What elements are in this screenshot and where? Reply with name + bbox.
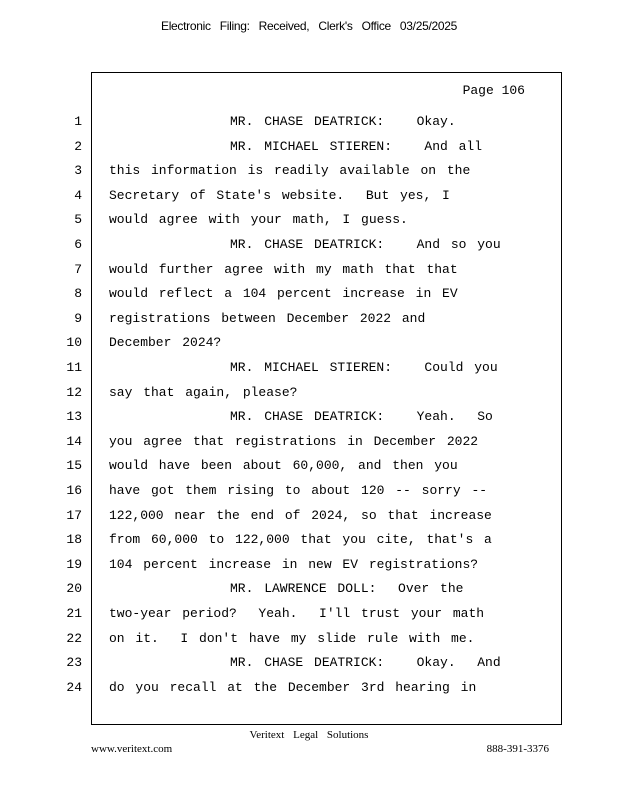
transcript-line bbox=[0, 405, 618, 430]
filing-header: Electronic Filing: Received, Clerk's Office 03/25/2025 bbox=[160, 19, 457, 33]
transcript-line bbox=[0, 627, 618, 652]
line-text: 104 percent increase in new EV registrations? bbox=[109, 556, 479, 572]
line-text: would further agree with my math that that bbox=[109, 261, 458, 277]
transcript-line bbox=[0, 159, 618, 184]
footer-company: Veritext Legal Solutions bbox=[249, 729, 369, 741]
line-number: 21 bbox=[66, 606, 82, 621]
line-number: 11 bbox=[66, 360, 82, 375]
line-number: 16 bbox=[66, 483, 82, 498]
transcript-line bbox=[0, 135, 618, 160]
page-number: Page 106 bbox=[462, 83, 525, 98]
transcript-line bbox=[0, 676, 618, 701]
transcript-line bbox=[0, 651, 618, 676]
line-text: Secretary of State's website. But yes, I bbox=[109, 187, 450, 203]
transcript-line bbox=[0, 528, 618, 553]
transcript-line bbox=[0, 577, 618, 602]
line-number: 23 bbox=[66, 655, 82, 671]
line-text: would reflect a 104 percent increase in EV bbox=[109, 286, 458, 302]
transcript-line bbox=[0, 110, 618, 135]
transcript-line bbox=[0, 356, 618, 381]
line-number: 24 bbox=[66, 679, 82, 695]
line-text: MR. MICHAEL STIEREN: And all bbox=[230, 138, 483, 154]
line-text: MR. CHASE DEATRICK: And so you bbox=[230, 237, 501, 252]
footer-phone: 888-391-3376 bbox=[486, 743, 549, 755]
line-number: 7 bbox=[74, 261, 82, 277]
line-number: 13 bbox=[66, 409, 82, 425]
line-number: 8 bbox=[74, 286, 82, 302]
line-text: would agree with your math, I guess. bbox=[109, 212, 408, 228]
line-text: have got them rising to about 120 -- sorry -- bbox=[109, 483, 488, 498]
line-text: MR. LAWRENCE DOLL: Over the bbox=[230, 581, 464, 597]
line-text: two-year period? Yeah. I'll trust your math bbox=[109, 606, 485, 621]
line-number: 14 bbox=[66, 433, 82, 449]
transcript-line bbox=[0, 184, 618, 209]
line-text: on it. I don't have my slide rule with me. bbox=[109, 630, 475, 646]
line-text: MR. CHASE DEATRICK: Okay. And bbox=[230, 655, 501, 671]
line-number: 22 bbox=[66, 630, 82, 646]
transcript-line bbox=[0, 331, 618, 356]
transcript-line bbox=[0, 553, 618, 578]
line-number: 6 bbox=[74, 237, 82, 252]
transcript-line bbox=[0, 233, 618, 258]
line-number: 20 bbox=[66, 581, 82, 597]
line-number: 17 bbox=[66, 507, 82, 523]
transcript-line bbox=[0, 430, 618, 455]
transcript-line bbox=[0, 258, 618, 283]
transcript-line bbox=[0, 602, 618, 627]
line-text: say that again, please? bbox=[109, 384, 298, 400]
line-text: from 60,000 to 122,000 that you cite, that's a bbox=[109, 532, 492, 548]
line-number: 5 bbox=[74, 212, 82, 228]
transcript-line bbox=[0, 504, 618, 529]
line-text: would have been about 60,000, and then you bbox=[109, 458, 458, 474]
line-number: 18 bbox=[66, 532, 82, 548]
line-text: 122,000 near the end of 2024, so that increase bbox=[109, 507, 492, 523]
line-number: 9 bbox=[74, 310, 82, 326]
line-text: this information is readily available on the bbox=[109, 163, 471, 179]
line-number: 19 bbox=[66, 556, 82, 572]
line-number: 15 bbox=[66, 458, 82, 474]
transcript-line bbox=[0, 381, 618, 406]
line-number: 1 bbox=[74, 114, 82, 129]
line-text: December 2024? bbox=[109, 335, 222, 351]
line-number: 10 bbox=[66, 335, 82, 351]
transcript-line bbox=[0, 282, 618, 307]
line-text: MR. CHASE DEATRICK: Yeah. So bbox=[230, 409, 493, 425]
line-text: MR. MICHAEL STIEREN: Could you bbox=[230, 360, 498, 375]
line-text: do you recall at the December 3rd hearing in bbox=[109, 679, 477, 695]
footer-website: www.veritext.com bbox=[91, 743, 173, 755]
transcript-line bbox=[0, 479, 618, 504]
transcript-line bbox=[0, 454, 618, 479]
line-text: MR. CHASE DEATRICK: Okay. bbox=[230, 114, 456, 129]
line-text: registrations between December 2022 and bbox=[109, 310, 426, 326]
line-number: 4 bbox=[74, 187, 82, 203]
line-text: you agree that registrations in December 2022 bbox=[109, 433, 479, 449]
line-number: 3 bbox=[74, 163, 82, 179]
line-number: 2 bbox=[74, 138, 82, 154]
line-number: 12 bbox=[66, 384, 82, 400]
transcript-line bbox=[0, 208, 618, 233]
transcript-line bbox=[0, 307, 618, 332]
